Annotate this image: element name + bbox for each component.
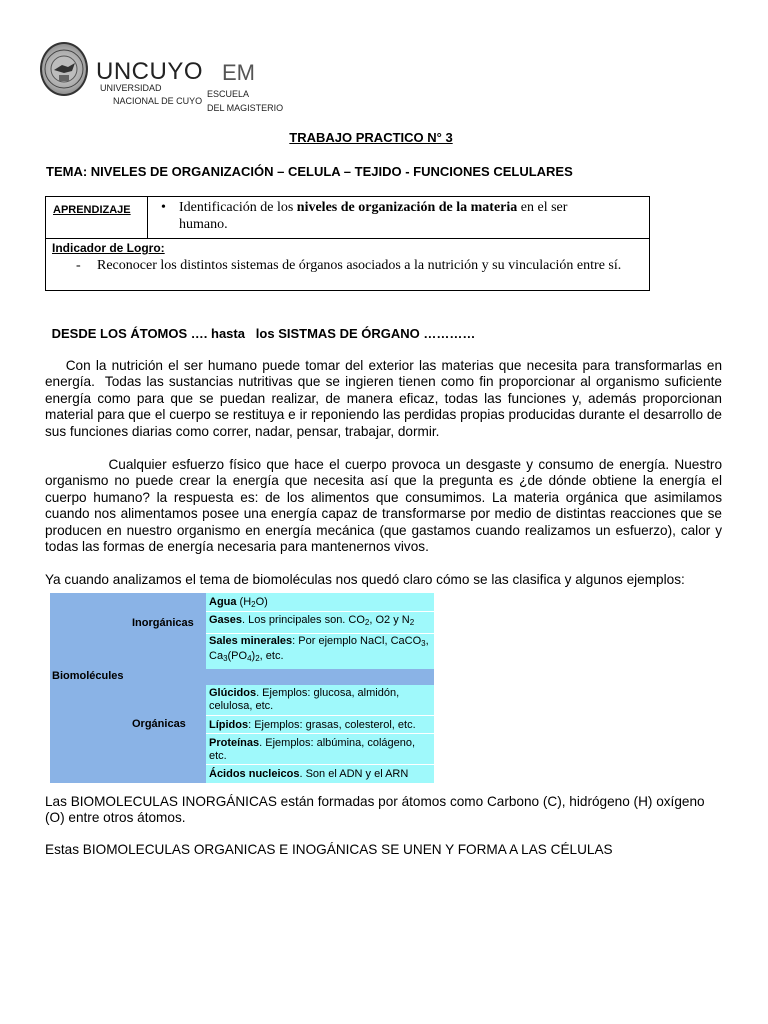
school-mark: EM (222, 60, 255, 85)
school-line2: DEL MAGISTERIO (207, 103, 284, 113)
indicador-text: Reconocer los distintos sistemas de órganos asociados a la nutrición y su vinculación entre sí. (97, 258, 622, 273)
glucidos-item: Glúcidos. Ejemplos: glucosa, almidón, celulosa, etc. (209, 687, 400, 712)
row-divider (206, 733, 434, 734)
page-title: TRABAJO PRACTICO N° 3 (289, 130, 453, 145)
dash-marker: - (76, 258, 81, 273)
agua-item: Agua $(H_2O)$ (209, 596, 268, 609)
paragraph-nutricion: Con la nutrición el ser humano puede tomar del exterior las materias que necesita para transformarlas en energía. Todas las sustancias nutritivas que se ingieren tienen como fin proporcionar al organismo suficiente energía como para que se puedan realizar, de manera eficaz, todas las funciones y, además proporcionan material para que el cuerpo se restituya e ir reponiendo las perdidas propias producidas durante el desarrollo de sus funciones diarias como correr, nadar, pensar, trabajar, dormir. (45, 358, 726, 439)
brand-name: UNCUYO (96, 58, 204, 85)
university-seal-icon (40, 42, 88, 96)
lipidos-item: Lípidos: Ejemplos: grasas, colesterol, etc. (209, 719, 416, 731)
brand-sub-line2: NACIONAL DE CUYO (113, 96, 203, 106)
section-heading: DESDE LOS ÁTOMOS …. hasta los SISTMAS DE ÓRGANO ………… (48, 326, 476, 341)
organic-label: Orgánicas (132, 718, 186, 730)
proteinas-item: Proteínas. Ejemplos: albúmina, colágeno, etc. (209, 737, 416, 762)
column-divider (147, 197, 148, 238)
closing-inorganicas: Las BIOMOLECULAS INORGÁNICAS están formadas por átomos como Carbono (C), hidrógeno (H) oxígeno (O) entre otros átomos. (45, 794, 705, 826)
objectives-box (45, 196, 650, 291)
paragraph-energia: Cualquier esfuerzo físico que hace el cuerpo provoca un desgaste y consumo de energía. Nuestro organismo no puede crear la energía que necesita así que la pregunta es ¿de dónde obtiene la energía el cuerpo humano? la respuesta es: de los alimentos que consumimos. La materia orgánica que asimilamos cuando nos alimentamos posee una energía capaz de transformarse por medio de distintas reacciones que se producen en nuestro organismo en energía mecánica (que gastamos cuando realizamos un esfuerzo), calor y todas las formas de energía necesaria para mantenernos vivos. (45, 457, 726, 555)
root-row-band (126, 669, 434, 685)
row-divider (206, 764, 434, 765)
bullet-marker: • (161, 200, 166, 215)
biomolecules-table (50, 593, 434, 783)
aprendizaje-row (46, 197, 649, 239)
brand-sub-line1: UNIVERSIDAD (100, 83, 162, 93)
tema-heading: TEMA: NIVELES DE ORGANIZACIÓN – CELULA – TEJIDO - FUNCIONES CELULARES (46, 164, 573, 179)
root-column (50, 593, 126, 783)
aprendizaje-label: APRENDIZAJE (53, 204, 131, 216)
row-divider (206, 611, 434, 612)
school-line1: ESCUELA (207, 89, 250, 99)
biomoleculas-intro: Ya cuando analizamos el tema de biomoléculas nos quedó claro cómo se las clasifica y algunos ejemplos: (45, 572, 685, 587)
aprendizaje-text: Identificación de los niveles de organización de la materia en el ser humano. (179, 200, 568, 232)
sales-item: Sales minerales: Por ejemplo NaCl, CaCO$_3$, $Ca_3(PO_4)_2$, etc. (209, 635, 429, 663)
row-divider (206, 715, 434, 716)
biomolecules-root-label: Biomolécules (52, 670, 124, 682)
acidos-item: Ácidos nucleicos. Son el ADN y el ARN (209, 768, 409, 780)
inorganic-label: Inorgánicas (132, 617, 194, 629)
indicador-label: Indicador de Logro: (52, 241, 165, 255)
organic-cell (126, 685, 206, 783)
inorganic-cell (126, 593, 206, 669)
closing-celulas: Estas BIOMOLECULAS ORGANICAS E INOGÁNICAS SE UNEN Y FORMA A LAS CÉLULAS (45, 842, 613, 857)
gases-item: Gases. Los principales son. $CO_2$, O2 y $N_2$ (209, 614, 415, 627)
row-divider (206, 633, 434, 634)
